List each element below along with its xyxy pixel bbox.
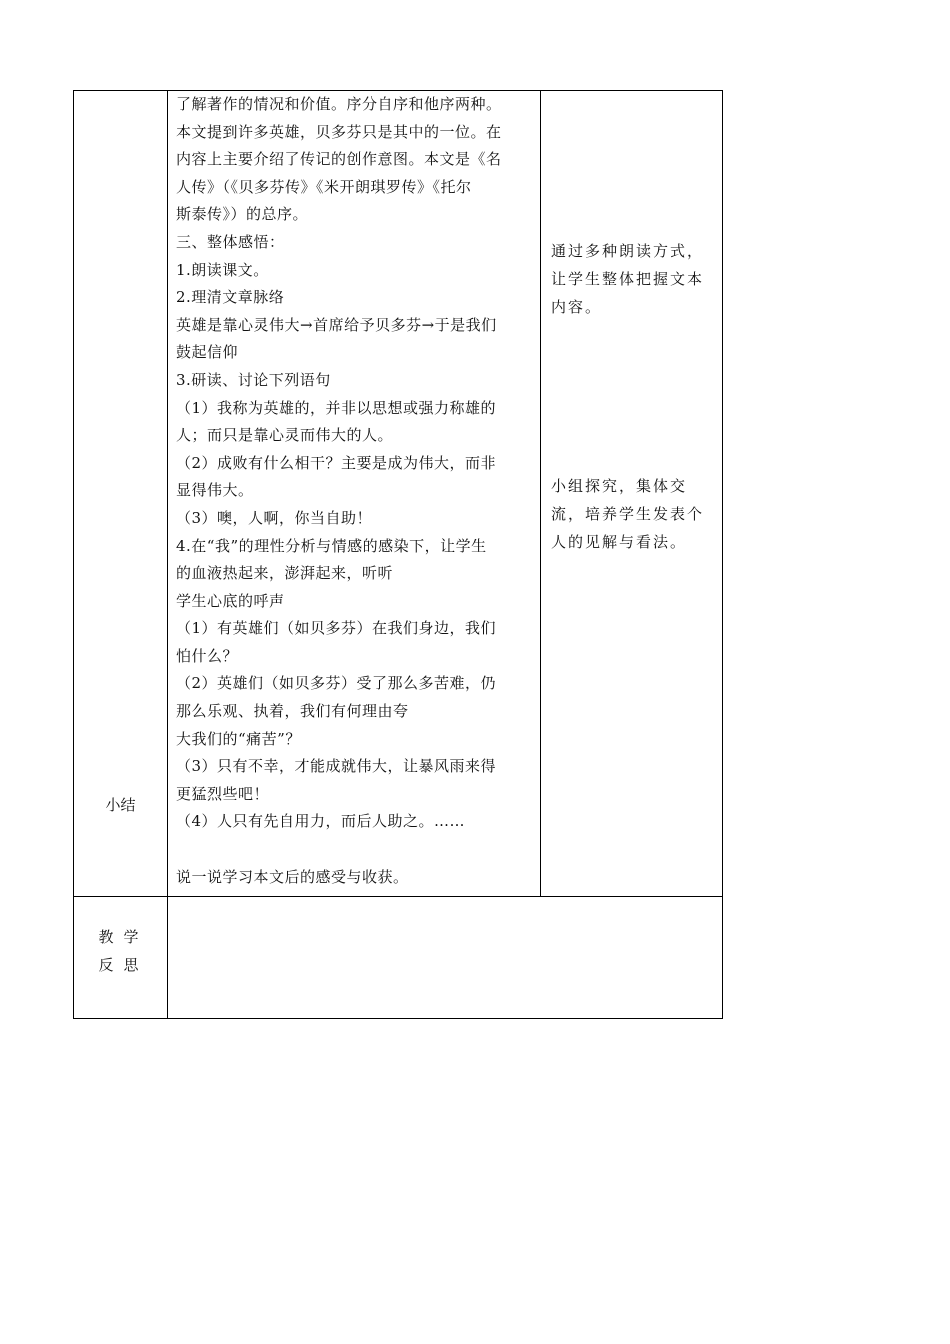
content-line: 斯泰传》）的总序。 [176, 205, 309, 224]
content-line: 鼓起信仰 [176, 343, 239, 362]
note-line: 让学生整体把握文本 [551, 270, 705, 288]
content-line: 人；而只是靠心灵而伟大的人。 [176, 426, 394, 445]
note-line: 内容。 [551, 298, 603, 316]
content-line: 怕什么？ [176, 646, 239, 665]
content-line: （4）人只有先自用力，而后人助之。…… [176, 812, 466, 831]
column-divider-right [540, 91, 541, 897]
content-line: 三、整体感悟： [176, 232, 285, 251]
content-line: 4.在“我”的理性分析与情感的感染下，让学生 [176, 536, 487, 555]
content-line: 人传》（《贝多芬传》《米开朗琪罗传》《托尔 [176, 177, 472, 196]
lesson-plan-table [73, 90, 723, 1019]
content-line: 3.研读、讨论下列语句 [176, 370, 331, 389]
content-line: （1）我称为英雄的，并非以思想或强力称雄的 [176, 398, 497, 417]
design-note-discussion [551, 472, 717, 556]
content-line: （2）成败有什么相干？主要是成为伟大，而非 [176, 453, 497, 472]
note-line: 流，培养学生发表个 [551, 505, 705, 523]
content-line: 大我们的“痛苦”？ [176, 729, 301, 748]
content-line: 了解著作的情况和价值。序分自序和他序两种。 [176, 95, 502, 113]
content-line: 更猛烈些吧！ [176, 784, 270, 803]
note-line: 通过多种朗读方式， [551, 242, 705, 260]
content-line: 1.朗读课文。 [176, 260, 269, 279]
row-label-reflection [74, 923, 167, 979]
content-line: （1）有英雄们（如贝多芬）在我们身边，我们 [176, 619, 497, 638]
content-line: 那么乐观、执着，我们有何理由夸 [176, 702, 409, 721]
blank-line [176, 836, 536, 864]
column-divider-left [167, 91, 168, 1018]
content-line: 的血液热起来，澎湃起来，听听 [176, 564, 394, 583]
row-divider [74, 896, 722, 897]
content-line: 学生心底的呼声 [176, 591, 285, 610]
content-line: 本文提到许多英雄，贝多芬只是其中的一位。在 [176, 122, 502, 141]
reflection-label-line: 教学 [98, 928, 149, 946]
note-line: 小组探究，集体交 [551, 477, 688, 495]
design-note-reading [551, 237, 717, 321]
reflection-label-line: 反思 [98, 956, 149, 974]
content-line: （3）噢，人啊，你当自助！ [176, 508, 373, 527]
content-line: 说一说学习本文后的感受与收获。 [176, 867, 409, 886]
content-line: 2.理清文章脉络 [176, 288, 285, 307]
content-line: （3）只有不幸，才能成就伟大，让暴风雨来得 [176, 757, 497, 776]
content-line: 英雄是靠心灵伟大→首席给予贝多芬→于是我们 [176, 315, 497, 334]
content-line: 内容上主要介绍了传记的创作意图。本文是《名 [176, 150, 502, 169]
note-line: 人的见解与看法。 [551, 533, 688, 551]
content-line: 显得伟大。 [176, 481, 254, 500]
content-line: （2）英雄们（如贝多芬）受了那么多苦难，仍 [176, 674, 497, 693]
row-label-summary: 小结 [105, 796, 136, 814]
teaching-content-cell [176, 91, 536, 891]
